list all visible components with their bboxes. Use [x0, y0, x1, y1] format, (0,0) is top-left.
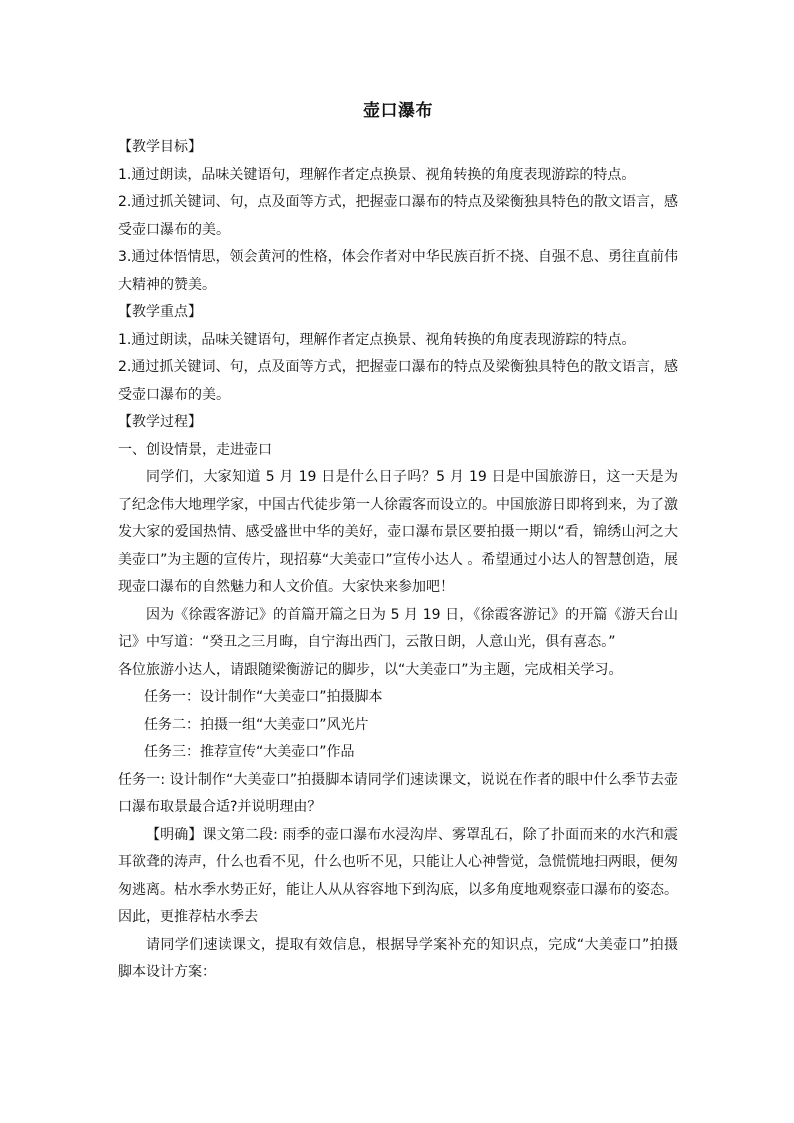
goal-item-2: 2.通过抓关键词、句，点及面等方式，把握壶口瀑布的特点及梁衡独具特色的散文语言，感受壶口瀑布的美。: [118, 194, 678, 238]
goal-item-3: 3.通过体悟情思，领会黄河的性格，体会作者对中华民族百折不挠、自强不息、勇往直前伟大精神的赞美。: [118, 249, 678, 293]
goal-item-1: 1.通过朗读，品味关键语句，理解作者定点换景、视角转换的角度表现游踪的特点。: [118, 166, 636, 183]
script-instruction-paragraph: 请同学们速读课文，提取有效信息，根据导学案补充的知识点，完成“大美壶口”拍摄脚本设计方案：: [118, 936, 678, 980]
clarify-paragraph: 【明确】课文第二段: 雨季的壶口瀑布水浸沟岸、雾罩乱石，除了扑面而来的水汽和震耳欲聋的涛声，什么也看不见，什么也听不见，只能让人心神訾觉，急慌慌地扫两眼，便匆匆逃离。枯水季水势正好，能让人从从容容地下到沟底，以多角度地观察壶口瀑布的姿态。因此，更推荐枯水季去: [118, 826, 678, 925]
task1-question: 任务一: 设计制作“大美壶口”拍摄脚本请同学们速读课文，说说在作者的眼中什么季节去壶口瀑布取景最合适?并说明理由？: [118, 771, 678, 815]
instruction-paragraph: 各位旅游小达人，请跟随梁衡游记的脚步，以“大美壶口”为主题，完成相关学习。: [118, 661, 623, 678]
step1-heading: 一、创设情景，走进壶口: [118, 441, 272, 458]
document-body: [118, 96, 678, 987]
travelogue-paragraph: 因为《徐霞客游记》的首篇开篇之日为 5 月 19 日，《徐霞客游记》的开篇《游天台山记》中写道：“癸丑之三月晦，自宁海出西门，云散日朗，人意山光，俱有喜态。”: [118, 606, 678, 650]
task-item-2: 任务二：拍摄一组“大美壶口”风光片: [144, 716, 369, 733]
focus-item-1: 1.通过朗读，品味关键语句，理解作者定点换景、视角转换的角度表现游踪的特点。: [118, 331, 636, 348]
process-heading: 【教学过程】: [118, 414, 202, 430]
intro-paragraph: 同学们，大家知道 5 月 19 日是什么日子吗？5 月 19 日是中国旅游日，这一天是为了纪念伟大地理学家，中国古代徒步第一人徐霞客而设立的。中国旅游日即将到来，为了激发大家的爱国热情、感受盛世中华的美好，壶口瀑布景区要拍摄一期以“看，锦绣山河之大美壶口”为主题的宣传片，现招募“大美壶口”宣传小达人 。希望通过小达人的智慧创造，展现壶口瀑布的自然魅力和人文价值。大家快来参加吧！: [118, 469, 678, 595]
focus-item-2: 2.通过抓关键词、句，点及面等方式，把握壶口瀑布的特点及梁衡独具特色的散文语言，感受壶口瀑布的美。: [118, 359, 678, 403]
task-item-3: 任务三：推荐宣传“大美壶口”作品: [144, 744, 355, 760]
document-title: 壶口瀑布: [363, 101, 433, 121]
focus-heading: 【教学重点】: [118, 304, 202, 320]
goals-heading: 【教学目标】: [118, 139, 202, 155]
task-item-1: 任务一：设计制作“大美壶口”拍摄脚本: [144, 689, 383, 705]
